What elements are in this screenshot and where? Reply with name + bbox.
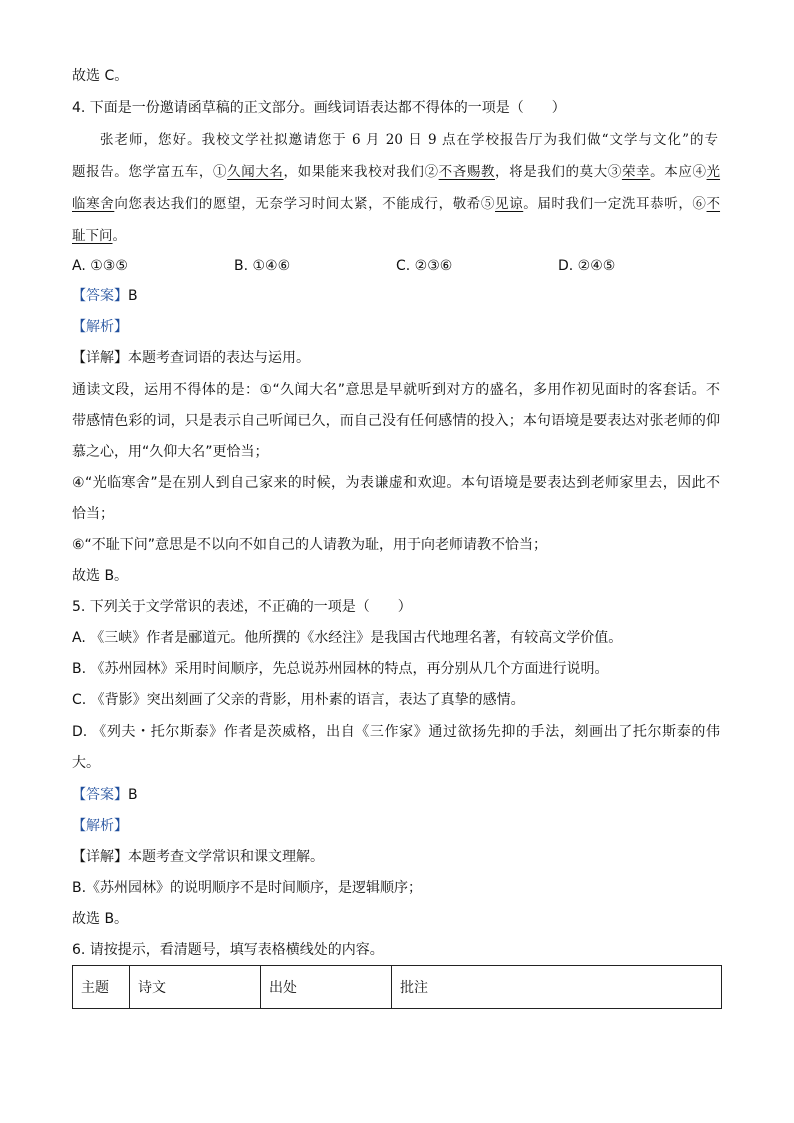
q4-analysis-tag xyxy=(72,317,128,337)
passage-text: ，如果能来我校对我们② xyxy=(283,164,439,180)
passage-text: 。届时我们一定洗耳恭听，⑥ xyxy=(523,196,707,212)
q5-option-c: C. 《背影》突出刻画了父亲的背影，用朴素的语言，表达了真挚的感情。 xyxy=(72,692,525,708)
q4-passage-line-4 xyxy=(72,226,126,246)
q4-stem: 4. 下面是一份邀请函草稿的正文部分。画线词语表达都不得体的一项是（ ） xyxy=(72,100,566,116)
q4-passage-line-2 xyxy=(72,162,720,182)
q5-conclusion: 故选 B。 xyxy=(72,911,129,927)
answer-value: B xyxy=(128,288,138,304)
table-header-cell: 诗文 xyxy=(130,966,261,1009)
passage-text: 。本应④ xyxy=(650,164,707,180)
answer-tag: 【答案】 xyxy=(72,787,128,803)
q5-stem: 5. 下列关于文学常识的表述，不正确的一项是（ ） xyxy=(72,599,412,615)
q4-explain-line-3: 慕之心，用“久仰大名”更恰当； xyxy=(72,444,269,460)
q4-option-b: B. ①④⑥ xyxy=(234,258,291,274)
detail-text: 本题考查词语的表达与运用。 xyxy=(128,350,310,366)
q5-option-d: D. 《列夫・托尔斯泰》作者是茨威格，出自《三作家》通过欲扬先抑的手法，刻画出了托尔斯泰的伟 xyxy=(72,724,720,740)
q5-explain-line-1: B.《苏州园林》的说明顺序不是时间顺序，是逻辑顺序； xyxy=(72,880,423,896)
q4-option-c: C. ②③⑥ xyxy=(396,258,453,274)
detail-tag: 【详解】 xyxy=(72,350,128,366)
q5-detail xyxy=(72,847,324,867)
q4-option-d: D. ②④⑤ xyxy=(558,258,616,274)
q6-table xyxy=(72,965,722,1009)
q5-option-b: B. 《苏州园林》采用时间顺序，先总说苏州园林的特点，再分别从几个方面进行说明。 xyxy=(72,661,609,677)
underlined-phrase-2: 不吝赐教 xyxy=(438,164,496,180)
passage-text: ，将是我们的莫大③ xyxy=(495,164,622,180)
q4-detail xyxy=(72,348,310,368)
underlined-phrase-4-end: 临寒舍 xyxy=(72,196,115,212)
answer-value: B xyxy=(128,787,138,803)
table-header-cell: 批注 xyxy=(392,966,722,1009)
q5-option-a: A. 《三峡》作者是郦道元。他所撰的《水经注》是我国古代地理名著，有较高文学价值。 xyxy=(72,630,623,646)
analysis-tag: 【解析】 xyxy=(72,818,128,834)
table-header-cell: 出处 xyxy=(261,966,392,1009)
table-header-row xyxy=(73,966,722,1009)
q4-explain-line-1: 通读文段，运用不得体的是：①“久闻大名”意思是早就听到对方的盛名，多用作初见面时的客套话。不 xyxy=(72,382,720,398)
underlined-phrase-6-end: 耻下问 xyxy=(72,228,113,244)
detail-tag: 【详解】 xyxy=(72,849,128,865)
q4-passage-line-1: 张老师，您好。我校文学社拟邀请您于 6 月 20 日 9 点在学校报告厅为我们做“文学与文化”的专 xyxy=(100,132,718,148)
q4-passage-line-3 xyxy=(72,194,720,214)
q4-explain-line-4: ④“光临寒舍”是在别人到自己家来的时候，为表谦虚和欢迎。本句语境是要表达到老师家里去，因此不 xyxy=(72,475,720,491)
q4-answer xyxy=(72,286,138,306)
detail-text: 本题考查文学常识和课文理解。 xyxy=(128,849,324,865)
q5-option-d-cont: 大。 xyxy=(72,755,100,771)
q4-conclusion: 故选 B。 xyxy=(72,568,129,584)
q5-answer xyxy=(72,785,138,805)
underlined-phrase-4-start: 光 xyxy=(706,164,721,180)
q4-option-a: A. ①③⑤ xyxy=(72,258,128,274)
analysis-tag: 【解析】 xyxy=(72,319,128,335)
answer-tag: 【答案】 xyxy=(72,288,128,304)
q3-conclusion: 故选 C。 xyxy=(72,68,129,84)
passage-text: 向您表达我们的愿望，无奈学习时间太紧，不能成行，敬希⑤ xyxy=(114,196,496,212)
underlined-phrase-5: 见谅 xyxy=(495,196,524,212)
underlined-phrase-6-start: 不 xyxy=(706,196,721,212)
q6-stem: 6. 请按提示，看清题号，填写表格横线处的内容。 xyxy=(72,942,384,958)
q4-explain-line-2: 带感情色彩的词，只是表示自己听闻已久，而自己没有任何感情的投入；本句语境是要表达对张老师的仰 xyxy=(72,413,720,429)
q4-explain-line-5: 恰当； xyxy=(72,506,114,522)
passage-text: 。 xyxy=(112,228,126,244)
q5-analysis-tag xyxy=(72,816,128,836)
passage-text: 题报告。您学富五车，① xyxy=(72,164,228,180)
q4-explain-line-6: ⑥“不耻下问”意思是不以向不如自己的人请教为耻，用于向老师请教不恰当； xyxy=(72,537,548,553)
table-header-cell: 主题 xyxy=(73,966,130,1009)
underlined-phrase-1: 久闻大名 xyxy=(227,164,284,180)
underlined-phrase-3: 荣幸 xyxy=(621,164,651,180)
